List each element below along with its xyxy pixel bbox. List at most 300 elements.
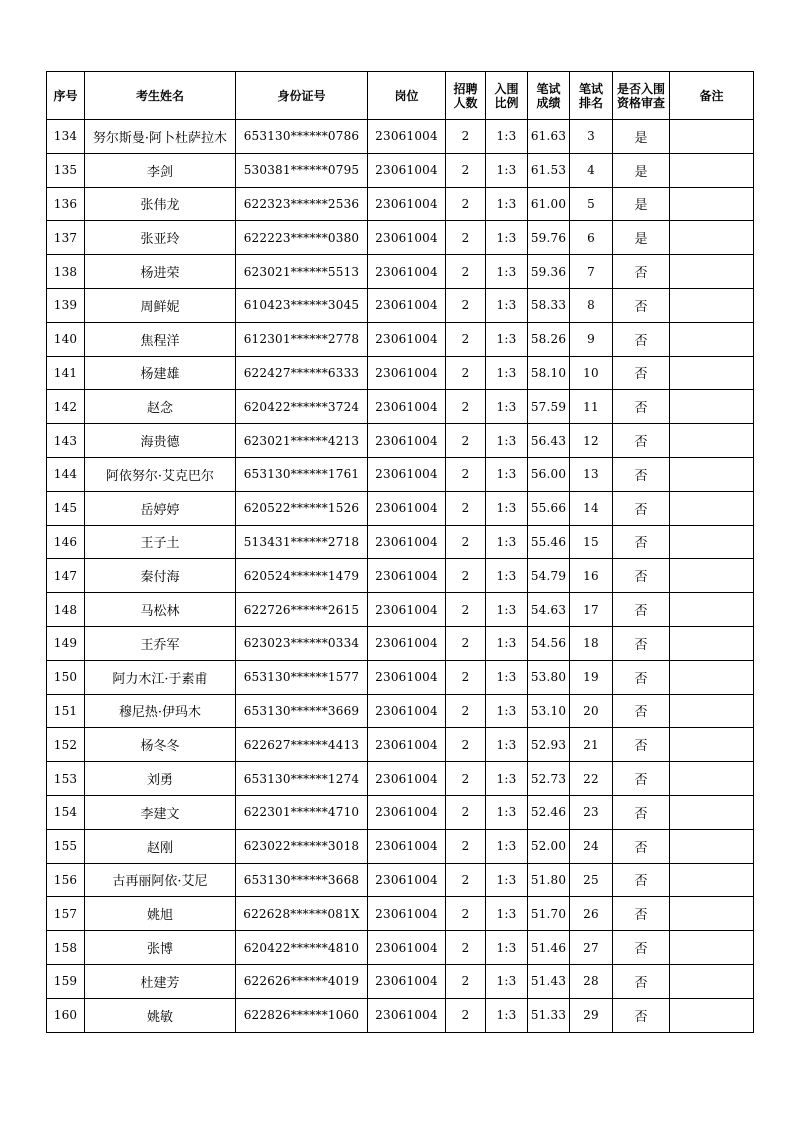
table-row <box>47 593 754 627</box>
header-qualified <box>613 72 670 120</box>
rank-cell: 8 <box>570 288 613 322</box>
hire-count-cell: 2 <box>446 153 486 187</box>
table-row <box>47 626 754 660</box>
name-cell: 赵念 <box>85 390 236 424</box>
seq-cell: 149 <box>47 626 85 660</box>
table-row <box>47 795 754 829</box>
table-row <box>47 829 754 863</box>
post-cell: 23061004 <box>368 288 446 322</box>
table-row <box>47 559 754 593</box>
post-cell: 23061004 <box>368 491 446 525</box>
hire-count-cell: 2 <box>446 998 486 1032</box>
remark-cell <box>670 255 754 289</box>
ratio-cell: 1:3 <box>486 728 528 762</box>
seq-cell: 145 <box>47 491 85 525</box>
seq-cell: 159 <box>47 964 85 998</box>
header-name: 考生姓名 <box>85 72 236 120</box>
score-cell: 54.56 <box>528 626 570 660</box>
id-number-cell: 622826******1060 <box>236 998 368 1032</box>
id-number-cell: 620422******4810 <box>236 931 368 965</box>
name-cell: 穆尼热·伊玛木 <box>85 694 236 728</box>
table-row <box>47 288 754 322</box>
id-number-cell: 623022******3018 <box>236 829 368 863</box>
post-cell: 23061004 <box>368 390 446 424</box>
qualified-cell: 否 <box>613 660 670 694</box>
post-cell: 23061004 <box>368 931 446 965</box>
score-cell: 52.93 <box>528 728 570 762</box>
id-number-cell: 620522******1526 <box>236 491 368 525</box>
remark-cell <box>670 998 754 1032</box>
ratio-cell: 1:3 <box>486 525 528 559</box>
seq-cell: 138 <box>47 255 85 289</box>
hire-count-cell: 2 <box>446 255 486 289</box>
seq-cell: 137 <box>47 221 85 255</box>
name-cell: 赵刚 <box>85 829 236 863</box>
table-row <box>47 491 754 525</box>
table-row <box>47 694 754 728</box>
post-cell: 23061004 <box>368 120 446 154</box>
seq-cell: 143 <box>47 424 85 458</box>
remark-cell <box>670 356 754 390</box>
score-cell: 52.73 <box>528 762 570 796</box>
id-number-cell: 530381******0795 <box>236 153 368 187</box>
seq-cell: 151 <box>47 694 85 728</box>
qualified-cell: 否 <box>613 964 670 998</box>
seq-cell: 146 <box>47 525 85 559</box>
seq-cell: 147 <box>47 559 85 593</box>
qualified-cell: 否 <box>613 491 670 525</box>
remark-cell <box>670 457 754 491</box>
table-row <box>47 964 754 998</box>
rank-cell: 20 <box>570 694 613 728</box>
ratio-cell: 1:3 <box>486 457 528 491</box>
name-cell: 杨建雄 <box>85 356 236 390</box>
qualified-cell: 否 <box>613 593 670 627</box>
hire-count-cell: 2 <box>446 795 486 829</box>
ratio-cell: 1:3 <box>486 694 528 728</box>
remark-cell <box>670 728 754 762</box>
seq-cell: 157 <box>47 897 85 931</box>
score-cell: 59.36 <box>528 255 570 289</box>
name-cell: 杨冬冬 <box>85 728 236 762</box>
header-hire-count-line2: 人数 <box>453 95 478 110</box>
table-row <box>47 457 754 491</box>
remark-cell <box>670 795 754 829</box>
hire-count-cell: 2 <box>446 931 486 965</box>
remark-cell <box>670 931 754 965</box>
rank-cell: 13 <box>570 457 613 491</box>
header-rank-line1: 笔试 <box>578 81 603 96</box>
seq-cell: 142 <box>47 390 85 424</box>
header-hire-count <box>446 72 486 120</box>
name-cell: 李剑 <box>85 153 236 187</box>
ratio-cell: 1:3 <box>486 829 528 863</box>
post-cell: 23061004 <box>368 998 446 1032</box>
score-cell: 59.76 <box>528 221 570 255</box>
rank-cell: 3 <box>570 120 613 154</box>
hire-count-cell: 2 <box>446 626 486 660</box>
qualified-cell: 否 <box>613 931 670 965</box>
name-cell: 杨进荣 <box>85 255 236 289</box>
table-row <box>47 221 754 255</box>
post-cell: 23061004 <box>368 829 446 863</box>
rank-cell: 4 <box>570 153 613 187</box>
table-row <box>47 255 754 289</box>
name-cell: 岳婷婷 <box>85 491 236 525</box>
score-cell: 55.46 <box>528 525 570 559</box>
post-cell: 23061004 <box>368 897 446 931</box>
qualified-cell: 否 <box>613 525 670 559</box>
header-score-line2: 成绩 <box>536 95 561 110</box>
post-cell: 23061004 <box>368 457 446 491</box>
hire-count-cell: 2 <box>446 660 486 694</box>
rank-cell: 16 <box>570 559 613 593</box>
ratio-cell: 1:3 <box>486 390 528 424</box>
rank-cell: 18 <box>570 626 613 660</box>
seq-cell: 141 <box>47 356 85 390</box>
ratio-cell: 1:3 <box>486 998 528 1032</box>
name-cell: 海贵德 <box>85 424 236 458</box>
seq-cell: 136 <box>47 187 85 221</box>
id-number-cell: 653130******3668 <box>236 863 368 897</box>
seq-cell: 144 <box>47 457 85 491</box>
remark-cell <box>670 964 754 998</box>
candidate-table <box>46 71 754 1033</box>
score-cell: 54.79 <box>528 559 570 593</box>
id-number-cell: 622323******2536 <box>236 187 368 221</box>
hire-count-cell: 2 <box>446 593 486 627</box>
score-cell: 58.33 <box>528 288 570 322</box>
id-number-cell: 622626******4019 <box>236 964 368 998</box>
ratio-cell: 1:3 <box>486 964 528 998</box>
remark-cell <box>670 694 754 728</box>
header-id-number: 身份证号 <box>236 72 368 120</box>
ratio-cell: 1:3 <box>486 559 528 593</box>
hire-count-cell: 2 <box>446 424 486 458</box>
id-number-cell: 653130******1577 <box>236 660 368 694</box>
remark-cell <box>670 762 754 796</box>
seq-cell: 140 <box>47 322 85 356</box>
id-number-cell: 653130******3669 <box>236 694 368 728</box>
post-cell: 23061004 <box>368 694 446 728</box>
score-cell: 53.10 <box>528 694 570 728</box>
rank-cell: 17 <box>570 593 613 627</box>
qualified-cell: 否 <box>613 559 670 593</box>
ratio-cell: 1:3 <box>486 931 528 965</box>
name-cell: 阿依努尔·艾克巴尔 <box>85 457 236 491</box>
post-cell: 23061004 <box>368 660 446 694</box>
remark-cell <box>670 863 754 897</box>
score-cell: 52.00 <box>528 829 570 863</box>
seq-cell: 160 <box>47 998 85 1032</box>
qualified-cell: 否 <box>613 356 670 390</box>
post-cell: 23061004 <box>368 153 446 187</box>
remark-cell <box>670 120 754 154</box>
id-number-cell: 653130******0786 <box>236 120 368 154</box>
table-row <box>47 762 754 796</box>
qualified-cell: 否 <box>613 897 670 931</box>
score-cell: 61.63 <box>528 120 570 154</box>
id-number-cell: 513431******2718 <box>236 525 368 559</box>
seq-cell: 139 <box>47 288 85 322</box>
table-row <box>47 390 754 424</box>
hire-count-cell: 2 <box>446 491 486 525</box>
ratio-cell: 1:3 <box>486 255 528 289</box>
name-cell: 杜建芳 <box>85 964 236 998</box>
header-ratio <box>486 72 528 120</box>
remark-cell <box>670 559 754 593</box>
hire-count-cell: 2 <box>446 762 486 796</box>
rank-cell: 25 <box>570 863 613 897</box>
table-row <box>47 728 754 762</box>
ratio-cell: 1:3 <box>486 153 528 187</box>
name-cell: 张伟龙 <box>85 187 236 221</box>
post-cell: 23061004 <box>368 964 446 998</box>
id-number-cell: 622427******6333 <box>236 356 368 390</box>
rank-cell: 7 <box>570 255 613 289</box>
score-cell: 51.80 <box>528 863 570 897</box>
rank-cell: 21 <box>570 728 613 762</box>
name-cell: 刘勇 <box>85 762 236 796</box>
hire-count-cell: 2 <box>446 120 486 154</box>
hire-count-cell: 2 <box>446 728 486 762</box>
post-cell: 23061004 <box>368 221 446 255</box>
post-cell: 23061004 <box>368 863 446 897</box>
score-cell: 54.63 <box>528 593 570 627</box>
ratio-cell: 1:3 <box>486 795 528 829</box>
header-rank-line2: 排名 <box>578 95 603 110</box>
score-cell: 51.70 <box>528 897 570 931</box>
name-cell: 王子土 <box>85 525 236 559</box>
qualified-cell: 否 <box>613 626 670 660</box>
post-cell: 23061004 <box>368 762 446 796</box>
seq-cell: 134 <box>47 120 85 154</box>
name-cell: 阿力木江·于素甫 <box>85 660 236 694</box>
table-row <box>47 931 754 965</box>
score-cell: 61.53 <box>528 153 570 187</box>
header-score <box>528 72 570 120</box>
remark-cell <box>670 829 754 863</box>
rank-cell: 28 <box>570 964 613 998</box>
table-row <box>47 153 754 187</box>
qualified-cell: 是 <box>613 120 670 154</box>
qualified-cell: 否 <box>613 728 670 762</box>
hire-count-cell: 2 <box>446 187 486 221</box>
score-cell: 57.59 <box>528 390 570 424</box>
post-cell: 23061004 <box>368 728 446 762</box>
seq-cell: 152 <box>47 728 85 762</box>
qualified-cell: 否 <box>613 424 670 458</box>
rank-cell: 10 <box>570 356 613 390</box>
ratio-cell: 1:3 <box>486 288 528 322</box>
ratio-cell: 1:3 <box>486 863 528 897</box>
remark-cell <box>670 491 754 525</box>
hire-count-cell: 2 <box>446 221 486 255</box>
remark-cell <box>670 221 754 255</box>
score-cell: 51.43 <box>528 964 570 998</box>
rank-cell: 24 <box>570 829 613 863</box>
id-number-cell: 622627******4413 <box>236 728 368 762</box>
remark-cell <box>670 322 754 356</box>
seq-cell: 148 <box>47 593 85 627</box>
score-cell: 56.43 <box>528 424 570 458</box>
rank-cell: 14 <box>570 491 613 525</box>
id-number-cell: 653130******1761 <box>236 457 368 491</box>
name-cell: 秦付海 <box>85 559 236 593</box>
rank-cell: 29 <box>570 998 613 1032</box>
header-score-line1: 笔试 <box>536 81 561 96</box>
header-hire-count-line1: 招聘 <box>453 81 478 96</box>
seq-cell: 135 <box>47 153 85 187</box>
post-cell: 23061004 <box>368 626 446 660</box>
ratio-cell: 1:3 <box>486 762 528 796</box>
name-cell: 努尔斯曼·阿卜杜萨拉木 <box>85 120 236 154</box>
score-cell: 51.46 <box>528 931 570 965</box>
remark-cell <box>670 424 754 458</box>
id-number-cell: 610423******3045 <box>236 288 368 322</box>
post-cell: 23061004 <box>368 255 446 289</box>
ratio-cell: 1:3 <box>486 593 528 627</box>
table-row <box>47 322 754 356</box>
name-cell: 王乔军 <box>85 626 236 660</box>
id-number-cell: 653130******1274 <box>236 762 368 796</box>
hire-count-cell: 2 <box>446 964 486 998</box>
table-row <box>47 660 754 694</box>
header-ratio-line1: 入围 <box>494 81 519 96</box>
id-number-cell: 623021******5513 <box>236 255 368 289</box>
id-number-cell: 623021******4213 <box>236 424 368 458</box>
seq-cell: 155 <box>47 829 85 863</box>
score-cell: 61.00 <box>528 187 570 221</box>
rank-cell: 27 <box>570 931 613 965</box>
remark-cell <box>670 187 754 221</box>
hire-count-cell: 2 <box>446 559 486 593</box>
hire-count-cell: 2 <box>446 694 486 728</box>
post-cell: 23061004 <box>368 322 446 356</box>
name-cell: 姚敏 <box>85 998 236 1032</box>
qualified-cell: 否 <box>613 998 670 1032</box>
table-body <box>47 120 754 1033</box>
table-row <box>47 120 754 154</box>
header-remark: 备注 <box>670 72 754 120</box>
table-row <box>47 525 754 559</box>
header-ratio-line2: 比例 <box>494 95 519 110</box>
ratio-cell: 1:3 <box>486 356 528 390</box>
qualified-cell: 否 <box>613 863 670 897</box>
score-cell: 56.00 <box>528 457 570 491</box>
seq-cell: 156 <box>47 863 85 897</box>
table-row <box>47 424 754 458</box>
name-cell: 马松林 <box>85 593 236 627</box>
score-cell: 53.80 <box>528 660 570 694</box>
remark-cell <box>670 626 754 660</box>
ratio-cell: 1:3 <box>486 424 528 458</box>
qualified-cell: 否 <box>613 762 670 796</box>
table-row <box>47 998 754 1032</box>
header-qualified-line1: 是否入围 <box>616 81 665 96</box>
remark-cell <box>670 288 754 322</box>
ratio-cell: 1:3 <box>486 491 528 525</box>
score-cell: 58.26 <box>528 322 570 356</box>
hire-count-cell: 2 <box>446 322 486 356</box>
seq-cell: 153 <box>47 762 85 796</box>
hire-count-cell: 2 <box>446 897 486 931</box>
name-cell: 周鲜妮 <box>85 288 236 322</box>
header-row <box>47 72 754 120</box>
hire-count-cell: 2 <box>446 525 486 559</box>
rank-cell: 26 <box>570 897 613 931</box>
table-row <box>47 863 754 897</box>
name-cell: 姚旭 <box>85 897 236 931</box>
id-number-cell: 622628******081X <box>236 897 368 931</box>
qualified-cell: 否 <box>613 255 670 289</box>
qualified-cell: 否 <box>613 322 670 356</box>
name-cell: 古再丽阿依·艾尼 <box>85 863 236 897</box>
rank-cell: 5 <box>570 187 613 221</box>
remark-cell <box>670 897 754 931</box>
post-cell: 23061004 <box>368 525 446 559</box>
hire-count-cell: 2 <box>446 390 486 424</box>
header-post: 岗位 <box>368 72 446 120</box>
rank-cell: 19 <box>570 660 613 694</box>
id-number-cell: 622726******2615 <box>236 593 368 627</box>
qualified-cell: 是 <box>613 153 670 187</box>
table-row <box>47 897 754 931</box>
qualified-cell: 是 <box>613 187 670 221</box>
name-cell: 李建文 <box>85 795 236 829</box>
name-cell: 张博 <box>85 931 236 965</box>
score-cell: 55.66 <box>528 491 570 525</box>
remark-cell <box>670 153 754 187</box>
ratio-cell: 1:3 <box>486 322 528 356</box>
hire-count-cell: 2 <box>446 288 486 322</box>
hire-count-cell: 2 <box>446 457 486 491</box>
hire-count-cell: 2 <box>446 863 486 897</box>
post-cell: 23061004 <box>368 559 446 593</box>
seq-cell: 150 <box>47 660 85 694</box>
ratio-cell: 1:3 <box>486 660 528 694</box>
header-seq: 序号 <box>47 72 85 120</box>
score-cell: 58.10 <box>528 356 570 390</box>
ratio-cell: 1:3 <box>486 221 528 255</box>
post-cell: 23061004 <box>368 187 446 221</box>
id-number-cell: 620524******1479 <box>236 559 368 593</box>
post-cell: 23061004 <box>368 356 446 390</box>
ratio-cell: 1:3 <box>486 187 528 221</box>
table-row <box>47 187 754 221</box>
ratio-cell: 1:3 <box>486 897 528 931</box>
id-number-cell: 620422******3724 <box>236 390 368 424</box>
rank-cell: 23 <box>570 795 613 829</box>
seq-cell: 158 <box>47 931 85 965</box>
id-number-cell: 622301******4710 <box>236 795 368 829</box>
name-cell: 焦程洋 <box>85 322 236 356</box>
ratio-cell: 1:3 <box>486 626 528 660</box>
table-row <box>47 356 754 390</box>
hire-count-cell: 2 <box>446 356 486 390</box>
ratio-cell: 1:3 <box>486 120 528 154</box>
qualified-cell: 是 <box>613 221 670 255</box>
remark-cell <box>670 390 754 424</box>
rank-cell: 6 <box>570 221 613 255</box>
id-number-cell: 623023******0334 <box>236 626 368 660</box>
seq-cell: 154 <box>47 795 85 829</box>
post-cell: 23061004 <box>368 424 446 458</box>
score-cell: 52.46 <box>528 795 570 829</box>
remark-cell <box>670 593 754 627</box>
remark-cell <box>670 525 754 559</box>
post-cell: 23061004 <box>368 795 446 829</box>
